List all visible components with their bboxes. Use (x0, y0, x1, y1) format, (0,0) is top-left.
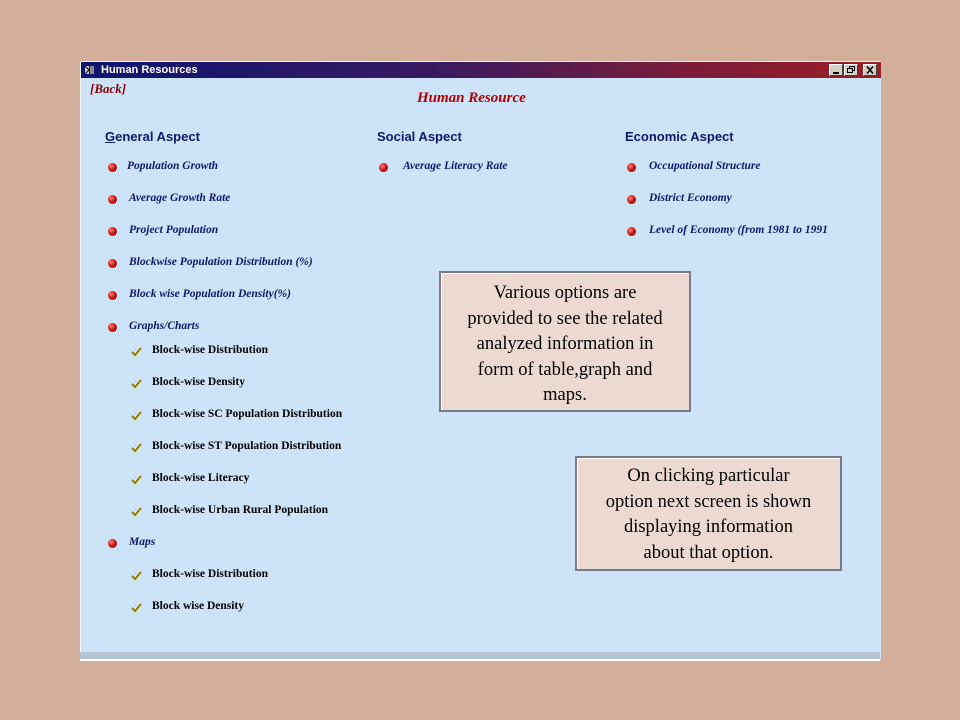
economic-item-level-of-economy[interactable]: Level of Economy (from 1981 to 1991 (649, 224, 828, 236)
callout-line: maps. (543, 385, 587, 405)
close-icon (864, 65, 876, 75)
callout-line: form of table,graph and (477, 359, 653, 380)
callout-line: about that option. (643, 542, 774, 563)
restore-button[interactable] (844, 64, 858, 76)
callout-line: On clicking particular (627, 466, 790, 486)
graph-item-urban-rural[interactable]: Block-wise Urban Rural Population (152, 504, 329, 516)
minimize-icon (830, 65, 842, 75)
callout-line: analyzed information in (476, 334, 654, 354)
bullet-icon (627, 195, 636, 204)
general-item-project-population[interactable]: Project Population (129, 224, 219, 236)
check-arrow-icon (131, 602, 142, 613)
graph-item-distribution[interactable]: Block-wise Distribution (152, 344, 268, 356)
general-item-population-growth[interactable]: Population Growth (127, 160, 219, 172)
bullet-icon (379, 163, 388, 172)
graph-item-literacy[interactable]: Block-wise Literacy (152, 472, 250, 484)
social-aspect-heading: Social Aspect (377, 129, 462, 144)
check-arrow-icon (131, 346, 142, 357)
general-item-blockwise-density[interactable]: Block wise Population Density(%) (129, 288, 291, 300)
app-icon (84, 64, 96, 76)
check-arrow-icon (131, 570, 142, 581)
clicking-callout (575, 456, 842, 571)
bullet-icon (108, 259, 117, 268)
bullet-icon (108, 291, 117, 300)
social-item-literacy-rate[interactable]: Average Literacy Rate (403, 160, 508, 172)
window-title: Human Resources (101, 64, 198, 76)
bullet-icon (108, 323, 117, 332)
economic-item-occupational-structure[interactable]: Occupational Structure (649, 160, 761, 172)
map-item-density[interactable]: Block wise Density (152, 600, 244, 612)
graph-item-sc-population[interactable]: Block-wise SC Population Distribution (152, 408, 343, 420)
restore-icon (845, 65, 857, 75)
back-link[interactable]: [Back] (90, 81, 127, 96)
check-arrow-icon (131, 506, 142, 517)
bullet-icon (108, 539, 117, 548)
graph-item-density[interactable]: Block-wise Density (152, 376, 245, 388)
check-arrow-icon (131, 474, 142, 485)
callout-line: displaying information (623, 517, 794, 537)
bullet-icon (108, 195, 117, 204)
general-item-blockwise-distribution[interactable]: Blockwise Population Distribution (%) (129, 256, 313, 268)
window-bottom-strip (80, 652, 880, 659)
close-button[interactable] (863, 64, 877, 76)
general-item-maps[interactable]: Maps (129, 536, 156, 548)
general-item-graphs-charts[interactable]: Graphs/Charts (129, 320, 200, 332)
general-aspect-heading (105, 129, 200, 144)
minimize-button[interactable] (829, 64, 843, 76)
bullet-icon (108, 163, 117, 172)
title-bar (81, 62, 881, 78)
callout-line: Various options are (493, 283, 637, 303)
general-item-average-growth-rate[interactable]: Average Growth Rate (129, 192, 231, 204)
bullet-icon (627, 227, 636, 236)
page-title: Human Resource (417, 90, 526, 106)
check-arrow-icon (131, 442, 142, 453)
bullet-icon (108, 227, 117, 236)
bullet-icon (627, 163, 636, 172)
callout-line: provided to see the related (467, 308, 663, 329)
general-aspect-heading-accel: G (105, 129, 116, 144)
window-bottom-line (80, 659, 880, 661)
callout-line: option next screen is shown (605, 491, 812, 512)
economic-item-district-economy[interactable]: District Economy (649, 192, 732, 204)
economic-aspect-heading: Economic Aspect (625, 129, 734, 144)
options-callout (439, 271, 691, 412)
check-arrow-icon (131, 378, 142, 389)
map-item-distribution[interactable]: Block-wise Distribution (152, 568, 268, 580)
general-aspect-heading-rest: eneral Aspect (115, 129, 200, 144)
graph-item-st-population[interactable]: Block-wise ST Population Distribution (152, 440, 342, 452)
check-arrow-icon (131, 410, 142, 421)
